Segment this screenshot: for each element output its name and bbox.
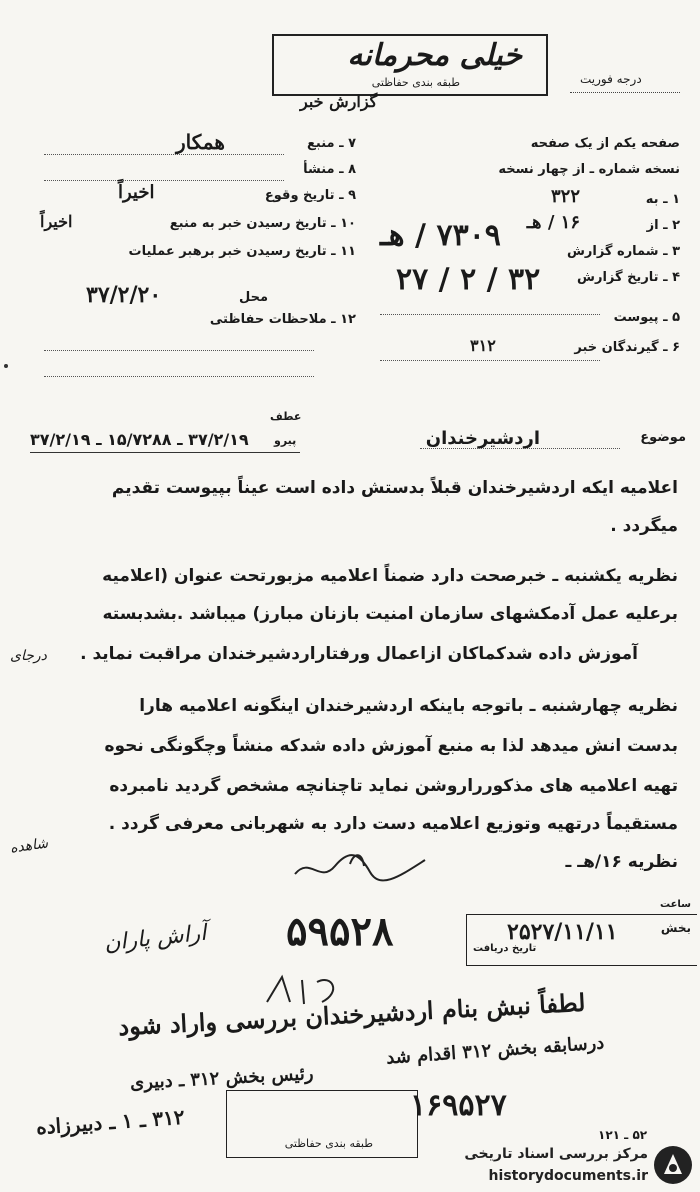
field-from-label: ۲ ـ از <box>646 218 680 233</box>
body-line-10: نظریه ۱۶/هـ ـ <box>565 852 678 872</box>
classification-stamp-box <box>272 34 548 96</box>
watermark-logo <box>654 1146 692 1184</box>
instruction-line-3: رئیس بخش ۳۱۲ ـ دبیری <box>129 1063 314 1094</box>
receipt-section-label: بخش <box>660 921 691 935</box>
field-report-number-value: ۷۳۰۹ / هـ <box>380 218 501 253</box>
subject-label: موضوع <box>640 430 686 445</box>
watermark-logo-icon <box>654 1146 692 1184</box>
form-number: ۵۲ ـ ۱۲۱ <box>598 1128 648 1142</box>
field-occurrence-date-value: اخیراً <box>118 182 155 203</box>
body-line-9: مستقیماً درتهیه وتوزیع اعلامیه دست دارد به شهربانی معرفی گردد . <box>108 814 678 834</box>
watermark-url: historydocuments.ir <box>488 1168 648 1184</box>
field-attachment-label: ۵ ـ پیوست <box>613 310 680 325</box>
field-report-date-label: ۴ ـ تاریخ گزارش <box>577 270 680 285</box>
field-recipients-dots <box>380 360 600 361</box>
big-number: ۵۹۵۲۸ <box>286 908 394 955</box>
body-line-1: اعلامیه ایکه اردشیرخندان قبلاً بدستش داده است عیناً بپیوست تقدیم <box>111 478 678 498</box>
signature-note: شاهده <box>9 835 49 857</box>
field-recipients-label: ۶ ـ گیرندگان خبر <box>574 340 680 355</box>
notes-dots-2 <box>44 376 314 377</box>
stamp-handwritten: خیلی محرمانه <box>347 38 522 73</box>
field-report-number-label: ۳ ـ شماره گزارش <box>566 244 680 259</box>
name-note: آراش پاران <box>102 920 208 957</box>
field-source-label: ۷ ـ منبع <box>307 136 356 151</box>
field-location-label: محل <box>238 290 268 305</box>
margin-note-right: درجای <box>10 648 47 664</box>
field-report-date-value: ۲۷ / ۲ / ۳۲ <box>396 262 541 297</box>
body-line-5: آموزش داده شدکماکان ازاعمال ورفتاراردشیرخندان مراقبت نماید . <box>80 644 638 664</box>
copy-line: نسخه شماره ـ از چهار نسخه <box>498 162 680 177</box>
instruction-scribble <box>262 972 352 1012</box>
signature-scribble <box>290 846 430 886</box>
field-location-value: ۳۷/۲/۲۰ <box>86 282 162 308</box>
bottom-number: ۱۶۹۵۲۷ <box>410 1088 507 1123</box>
body-line-3: نظریه یکشنبه ـ خبرصحت دارد ضمناً اعلامیه مزبورتحت عنوان (اعلامیه <box>102 566 678 586</box>
page-line: صفحه یکم از یک صفحه <box>530 136 680 151</box>
bottom-classification-box <box>226 1090 418 1158</box>
instruction-line-1: لطفاً نبش بنام اردشیرخندان بررسی واراد شود <box>117 987 587 1042</box>
subject-value: اردشیرخندان <box>425 428 540 449</box>
field-source-receipt-label: ۱۰ ـ تاریخ رسیدن خبر به منبع <box>169 216 356 231</box>
body-line-2: میگردد . <box>610 516 678 536</box>
receipt-stamp-box <box>466 899 697 966</box>
ref-underline <box>30 452 300 453</box>
bottom-classification-label: طبقه بندی حفاظتی <box>284 1137 373 1150</box>
notes-dots-1 <box>44 350 314 351</box>
field-source-value: همکار <box>176 130 225 154</box>
field-security-notes-label: ۱۲ ـ ملاحظات حفاظتی <box>209 312 356 327</box>
field-to-value: ۳۲۲ <box>550 186 580 207</box>
urgency-label: درجه فوریت <box>580 72 642 86</box>
field-origin-dots <box>44 180 284 181</box>
report-title: گزارش خبر <box>300 92 378 111</box>
body-line-6: نظریه چهارشنبه ـ باتوجه باینکه اردشیرخندان اینگونه اعلامیه هارا <box>139 696 678 716</box>
left-margin-mark <box>4 364 8 368</box>
watermark <box>440 1140 700 1192</box>
body-line-4: برعلیه عمل آدمکشهای سازمان امنیت بازنان مبارز) میباشد .بشدبسته <box>102 604 678 624</box>
ref-value: ۳۷/۲/۱۹ ـ ۱۵/۷۲۸۸ ـ ۳۷/۲/۱۹ <box>30 430 249 449</box>
urgency-underline <box>570 92 680 93</box>
classification-label: طبقه بندی حفاظتی <box>371 76 460 89</box>
watermark-text: مرکز بررسی اسناد تاریخی <box>464 1146 648 1162</box>
field-recipients-value: ۳۱۲ <box>470 336 496 355</box>
field-source-dots <box>44 154 284 155</box>
field-ops-receipt-label: ۱۱ ـ تاریخ رسیدن خبر برهبر عملیات <box>128 244 356 259</box>
field-attachment-dots <box>380 314 600 315</box>
field-source-receipt-value: اخیراً <box>40 212 73 231</box>
ref-label-top: عطف <box>270 410 302 423</box>
subject-underline <box>420 448 620 449</box>
body-line-8: تهیه اعلامیه های مذکورراروشن نماید تاچنانچه مشخص گردید نامبرده <box>109 776 678 796</box>
receipt-time-label: ساعت <box>659 899 691 910</box>
bottom-initials: ۳۱۲ ـ ۱ ـ دبیرزاده <box>35 1104 186 1140</box>
receipt-date-label: تاریخ دریافت <box>473 943 537 954</box>
field-from-value: ۱۶ / هـ <box>526 212 580 233</box>
field-to-label: ۱ ـ به <box>645 192 680 207</box>
ref-label: پیرو <box>274 434 297 447</box>
instruction-line-2: درسابقه بخش ۳۱۲ اقدام شد <box>385 1032 605 1069</box>
field-origin-label: ۸ ـ منشأ <box>303 162 356 177</box>
receipt-date-value: ۲۵۲۷/۱۱/۱۱ <box>507 919 618 945</box>
field-occurrence-date-label: ۹ ـ تاریخ وقوع <box>264 188 356 203</box>
body-line-7: بدست انش میدهد لذا به منبع آموزش داده شدکه منشاً وچگونگی نحوه <box>104 736 678 756</box>
